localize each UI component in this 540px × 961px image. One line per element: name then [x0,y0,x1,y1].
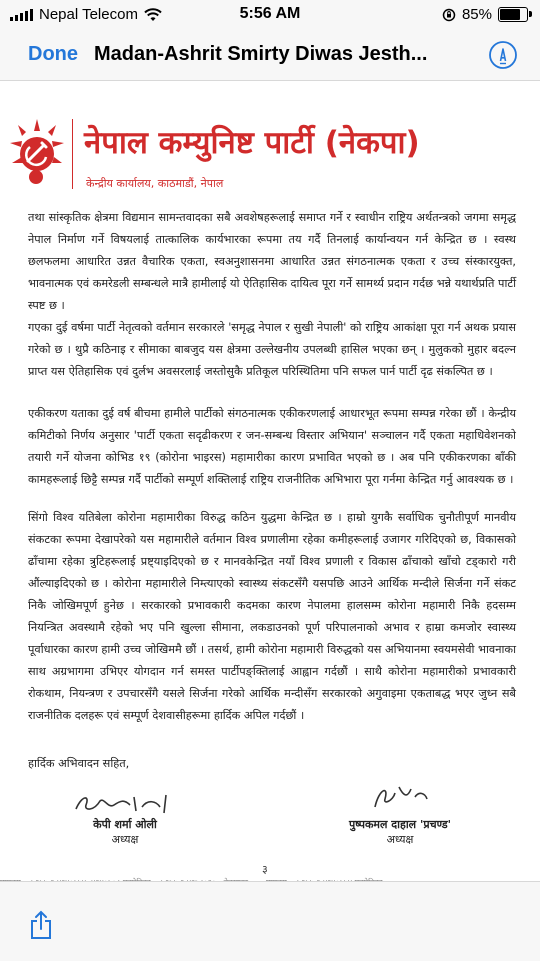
carrier-name: Nepal Telecom [39,6,138,23]
signatory-1-name: केपी शर्मा ओली [93,818,157,831]
signature-1 [70,791,180,817]
letterhead-title: नेपाल कम्युनिष्ट पार्टी (नेकपा) [84,125,420,161]
status-time: 5:56 AM [239,5,301,22]
navigation-bar [0,30,540,81]
party-emblem-icon [8,117,66,193]
signatory-1-role: अध्यक्ष [111,833,139,846]
page-number: ३ [262,863,268,876]
signatory-2 [300,781,500,847]
orientation-lock-icon [442,8,456,22]
signature-2 [355,781,445,811]
closing-greeting: हार्दिक अभिवादन सहित, [28,757,130,770]
letterhead-subtitle: केन्द्रीय कार्यालय, काठमाडौं, नेपाल [86,177,224,190]
paragraph-2: गएका दुई वर्षमा पार्टी नेतृत्वको वर्तमान सरकारले 'समृद्ध नेपाल र सुखी नेपाली' को राष्ट्रिय आकांक्षा पूरा गर्न अथक प्रयास गरेको छ । थुप्रै कठिनाइ र सीमाका बाबजुद यस क्षेत्रमा उल्लेखनीय उपलब्धी हासिल भएका छन् । मुलुकको मुहार बदल्न प्राप्त यस ऐतिहासिक एवं दुर्लभ अवसरलाई जस्तोसुकै प्रतिकूल परिस्थितिमा पनि सफल पार्न पार्टी दृढ संकल्पित छ । [28,321,516,378]
share-icon[interactable] [28,910,54,940]
done-button[interactable]: Done [28,43,78,65]
document-title: Madan-Ashrit Smirty Diwas Jesth... [94,43,428,65]
battery-percent: 85% [461,6,492,23]
battery-icon [498,7,528,22]
status-right [442,6,528,23]
signatory-2-role: अध्यक्ष [386,833,414,846]
paragraph-3: एकीकरण यताका दुई वर्ष बीचमा हामीले पार्टीको संगठनात्मक एकीकरणलाई आधारभूत रूपमा सम्पन्न गरेका छौं । केन्द्रीय कमिटीको निर्णय अनुसार 'पार्टी एकता सदृढीकरण र जन-सम्बन्ध विस्तार अभियान' सञ्चालन गर्दै एकता महाधिवेशनको तयारी गर्ने योजना कोभिड १९ (कोरोना भाइरस) महामारीका कारण प्रभावित भएको छ । अब पनि एकीकरणका बाँकी कामहरूलाई छिट्टै सम्पन्न गर्दै पार्टीको सम्पूर्ण शक्तिलाई राष्ट्रिय राजनीतिक अभिभारा पूरा गर्नमा केन्द्रित गर्नु आवश्यक छ । [28,407,516,486]
markup-pen-icon[interactable] [488,40,518,70]
paragraph-4: सिंगो विश्व यतिबेला कोरोना महामारीका विरुद्ध कठिन युद्धमा केन्द्रित छ । हाम्रो युगकै सर्वाधिक चुनौतीपूर्ण मानवीय संकटका रूपमा देखापरेको यस महामारीले वर्तमान विश्व प्रणालीमा रहेका कमीहरूलाई उजागर गरिदिएको छ, विकासको ढाँचामा रहेका त्रुटिहरूलाई प्रष्ट्याइदिएको छ र मानवकेन्द्रित नयाँ विश्व प्रणाली र विकास ढाँचाको खाँचो टड्कारो गरी औंल्याइदिएको छ । कोरोना महामारीले निम्त्याएको स्वास्थ्य संकटसँगै यसपछि आउने आर्थिक मन्दीले सिर्जना गर्ने संकट निकै जोखिमपूर्ण हुनेछ । सरकारको प्रभावकारी कदमका कारण नेपालमा हालसम्म कोरोना महामारी निकै हदसम्म नियन्त्रित अवस्थामै रहेको भए पनि खुल्ला सीमाना, लकडाउनको पूर्ण परिपालनाको अभाव र हाम्रा कमजोर स्वास्थ्य पूर्वाधारका कारण हामी उच्च जोखिममै छौं । तसर्थ, हामी कोरोना महामारी विरुद्धको यस अभियानमा स्वयमसेवी भावनाका साथ अग्रभागमा उभिएर योगदान गर्न समस्त पार्टीपङ्क्तिलाई आह्वान गर्दछौं । साथै कोरोना महामारीको प्रभावकारी रोकथाम, नियन्त्रण र उपचारसँगै यसले सिर्जना गरेको आर्थिक मन्दीसँग सरकारको अगुवाइमा एकताबद्ध भएर जुध्न सबै राजनीतिक दलहरू एवं सम्पूर्ण देशवासीहरूमा हार्दिक अपिल गर्दछौं । [28,511,516,722]
status-bar [0,0,540,30]
signatory-2-name: पुष्पकमल दाहाल 'प्रचण्ड' [348,818,452,831]
bottom-toolbar [0,881,540,961]
pdf-page[interactable] [0,81,540,881]
signatory-1 [40,791,210,847]
letterhead-divider [72,119,73,189]
paragraph-1: तथा सांस्कृतिक क्षेत्रमा विद्यमान सामन्तवादका सबै अवशेषहरूलाई समाप्त गर्ने र स्वाधीन राष्ट्रिय अर्थतन्त्रको जगमा समृद्ध नेपाल निर्माण गर्ने विषयलाई तात्कालिक कार्यभारका रूपमा तय गर्दै तिनलाई कार्यान्वयन गर्न केन्द्रित छ । स्वस्थ छलफलमा आधारित उन्नत वैचारिक एकता, स्वअनुशासनमा आधारित उन्नत संगठनात्मक एकता र उच्च संस्कारयुक्त, भावनात्मक एवं कमरेडली सम्बन्धले मात्रै हामीलाई यो ऐतिहासिक दायित्व पूरा गर्ने सामर्थ्य प्रदान गर्दछ भन्ने यथार्थप्रति पार्टी स्पष्ट छ । [28,211,516,312]
